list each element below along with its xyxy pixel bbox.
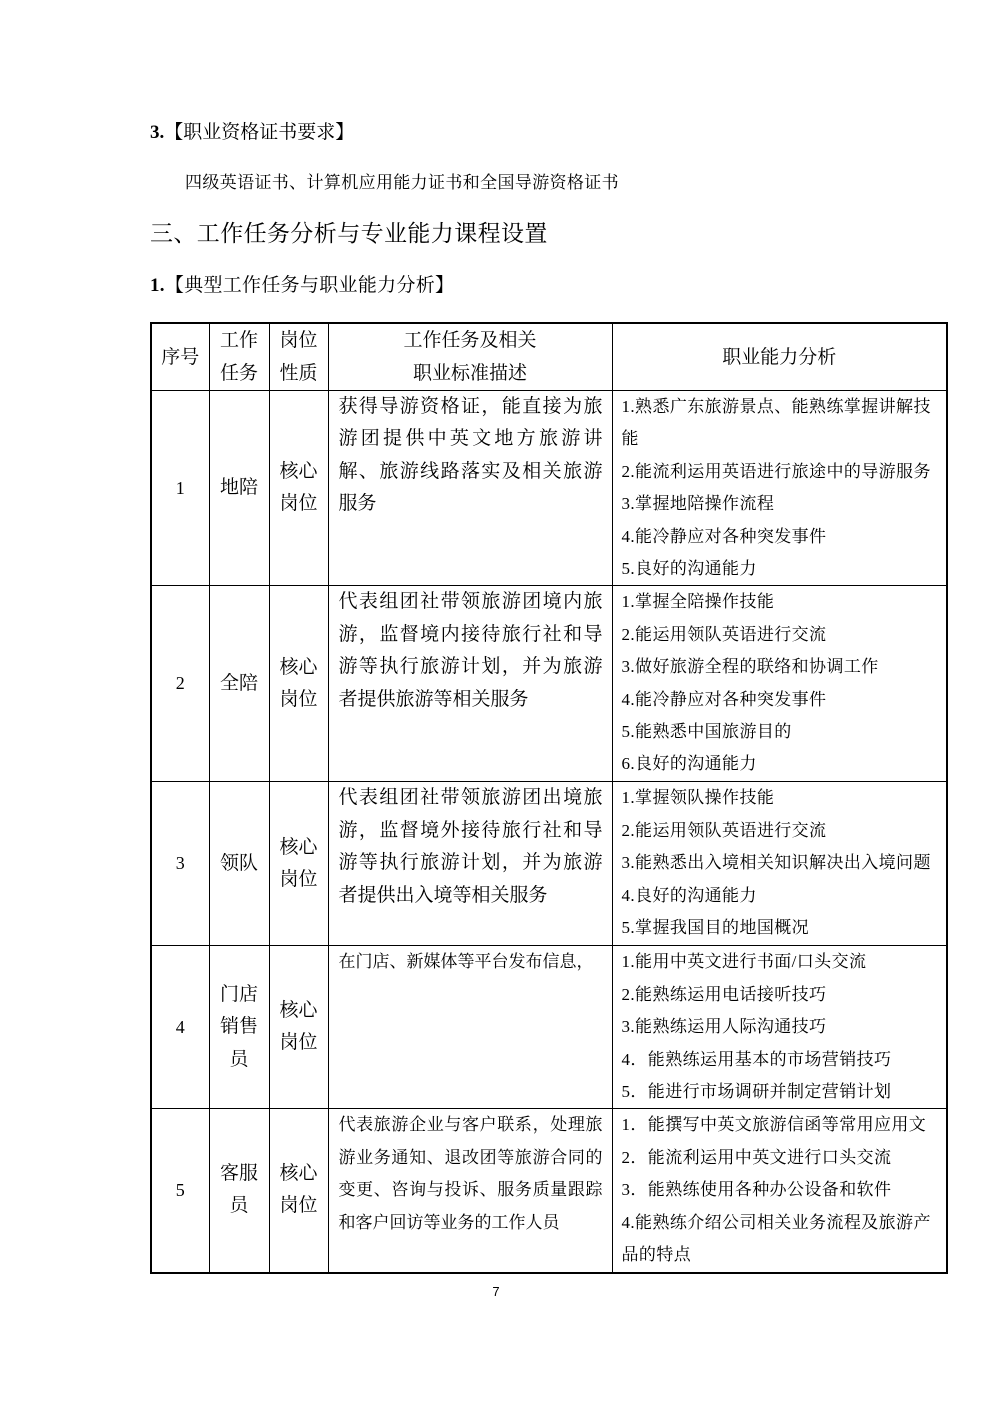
nature-line: 核心 — [279, 656, 318, 678]
table-row — [151, 391, 947, 586]
ability-line: 3.能熟练运用人际沟通技巧 — [621, 1017, 827, 1037]
row-index-cell: 2 — [151, 586, 209, 782]
ability-item — [622, 391, 939, 456]
ability-line: 1.能用中英文进行书面/口头交流 — [621, 952, 867, 972]
ability-item — [622, 1174, 939, 1206]
ability-item — [622, 1109, 939, 1141]
description-line: 游，监督境内接待旅行社和导 — [338, 623, 603, 645]
nature-line: 岗位 — [279, 1032, 318, 1054]
task-line: 客服 — [219, 1163, 258, 1185]
job-analysis-table — [150, 322, 948, 1274]
ability-item — [622, 651, 939, 683]
description-cell — [328, 946, 612, 1109]
description-line: 游团提供中英文地方旅游讲 — [338, 428, 603, 450]
ability-item — [622, 748, 939, 780]
header-task-line: 任务 — [219, 363, 258, 384]
ability-line: 2．能流利运用中英文进行口头交流 — [621, 1147, 892, 1167]
ability-line: 3.做好旅游全程的联络和协调工作 — [621, 657, 879, 677]
ability-line: 4.良好的沟通能力 — [621, 885, 757, 905]
header-description — [328, 323, 612, 391]
ability-line: 1.掌握全陪操作技能 — [621, 592, 775, 612]
abilities-cell — [612, 391, 947, 586]
ability-line: 2.能流利运用英语进行旅途中的导游服务 — [621, 461, 931, 481]
row-index-cell: 4 — [151, 946, 209, 1109]
task-cell — [209, 1109, 269, 1273]
ability-line: 1.掌握领队操作技能 — [621, 788, 775, 808]
ability-item — [622, 456, 939, 488]
ability-item — [622, 979, 939, 1011]
nature-cell — [269, 946, 328, 1109]
analysis-section-title: 【典型工作任务与职业能力分析】 — [164, 275, 455, 296]
ability-line: 1．能撰写中英文旅游信函等常用应用文 — [621, 1115, 927, 1135]
page-number: 7 — [492, 1284, 500, 1299]
description-line: 变更、咨询与投诉、服务质量跟踪 — [338, 1180, 603, 1200]
ability-line: 6.良好的沟通能力 — [621, 754, 757, 774]
ability-line: 3.掌握地陪操作流程 — [621, 494, 775, 514]
table-row — [151, 946, 947, 1109]
chapter-title: 三、工作任务分析与专业能力课程设置 — [150, 221, 548, 246]
header-description-line: 工作任务及相关 — [403, 330, 537, 351]
ability-item — [622, 946, 939, 978]
ability-item — [622, 619, 939, 651]
ability-item — [622, 684, 939, 716]
ability-item — [622, 1044, 939, 1076]
row-index-cell: 1 — [151, 391, 209, 586]
ability-line: 4.能熟练介绍公司相关业务流程及旅游产 — [621, 1212, 931, 1232]
task-line: 门店 — [219, 983, 258, 1005]
task-line: 全陪 — [219, 672, 258, 694]
ability-line: 4.能冷静应对各种突发事件 — [621, 526, 827, 546]
ability-line: 5.掌握我国目的地国概况 — [621, 918, 810, 938]
description-line: 者提供旅游等相关服务 — [338, 688, 529, 710]
nature-cell — [269, 586, 328, 782]
ability-item — [622, 1076, 939, 1108]
nature-cell — [269, 782, 328, 946]
table-header — [151, 323, 947, 391]
description-line: 服务 — [338, 493, 377, 515]
task-line: 领队 — [219, 852, 258, 874]
description-line: 在门店、新媒体等平台发布信息， — [338, 952, 594, 972]
task-line: 地陪 — [219, 477, 258, 499]
ability-line: 3.能熟悉出入境相关知识解决出入境问题 — [621, 853, 931, 873]
table-row — [151, 782, 947, 946]
ability-line: 5．能进行市场调研并制定营销计划 — [621, 1082, 892, 1102]
ability-item — [622, 847, 939, 879]
nature-line: 核心 — [279, 836, 318, 858]
header-nature-line: 岗位 — [279, 330, 318, 351]
ability-line: 4．能熟练运用基本的市场营销技巧 — [621, 1049, 892, 1069]
header-abilities: 职业能力分析 — [612, 323, 947, 391]
header-task — [209, 323, 269, 391]
task-cell — [209, 586, 269, 782]
description-line: 者提供出入境等相关服务 — [338, 884, 548, 906]
header-description-line: 职业标准描述 — [412, 363, 527, 384]
description-line: 代表组团社带领旅游团出境旅 — [338, 787, 603, 809]
ability-line: 2.能运用领队英语进行交流 — [621, 820, 827, 840]
ability-item — [622, 782, 939, 814]
ability-item — [622, 1207, 939, 1272]
table-row — [151, 1109, 947, 1273]
description-cell — [328, 1109, 612, 1273]
abilities-cell — [612, 586, 947, 782]
ability-item — [622, 553, 939, 585]
nature-line: 核心 — [279, 460, 318, 482]
header-index: 序号 — [151, 323, 209, 391]
ability-item — [622, 488, 939, 520]
ability-item — [622, 586, 939, 618]
nature-cell — [269, 391, 328, 586]
task-line: 员 — [229, 1048, 249, 1070]
nature-line: 岗位 — [279, 688, 318, 710]
table-row — [151, 586, 947, 782]
nature-line: 岗位 — [279, 1195, 318, 1217]
description-line: 游业务通知、退改团等旅游合同的 — [338, 1147, 603, 1167]
cert-section-title: 【职业资格证书要求】 — [164, 122, 355, 143]
ability-line: 品的特点 — [621, 1245, 692, 1265]
description-cell — [328, 586, 612, 782]
ability-item — [622, 521, 939, 553]
description-line: 代表组团社带领旅游团境内旅 — [338, 591, 603, 613]
task-line: 销售 — [219, 1016, 258, 1038]
row-index-cell: 5 — [151, 1109, 209, 1273]
analysis-section-number: 1. — [150, 275, 165, 296]
nature-cell — [269, 1109, 328, 1273]
description-line: 解、旅游线路落实及相关旅游 — [338, 460, 603, 482]
ability-line: 3．能熟练使用各种办公设备和软件 — [621, 1180, 892, 1200]
description-line: 游，监督境外接待旅行社和导 — [338, 819, 603, 841]
description-line: 游等执行旅游计划，并为旅游 — [338, 656, 603, 678]
ability-line: 1.熟悉广东旅游景点、能熟练掌握讲解技 — [621, 397, 931, 416]
row-index-cell: 3 — [151, 782, 209, 946]
ability-item — [622, 716, 939, 748]
task-cell — [209, 946, 269, 1109]
abilities-cell — [612, 782, 947, 946]
abilities-cell — [612, 1109, 947, 1273]
description-line: 代表旅游企业与客户联系，处理旅 — [338, 1115, 603, 1135]
header-task-line: 工作 — [219, 330, 258, 351]
ability-item — [622, 912, 939, 944]
nature-line: 核心 — [279, 1000, 318, 1022]
description-line: 获得导游资格证，能直接为旅 — [338, 396, 603, 417]
description-line: 和客户回访等业务的工作人员 — [338, 1212, 560, 1232]
ability-item — [622, 815, 939, 847]
ability-item — [622, 1142, 939, 1174]
ability-item — [622, 1011, 939, 1043]
ability-line: 2.能熟练运用电话接听技巧 — [621, 984, 827, 1004]
task-cell — [209, 782, 269, 946]
task-line: 员 — [229, 1195, 249, 1217]
ability-line: 2.能运用领队英语进行交流 — [621, 624, 827, 644]
cert-section-number: 3. — [150, 122, 165, 143]
nature-line: 核心 — [279, 1163, 318, 1185]
ability-item — [622, 880, 939, 912]
abilities-cell — [612, 946, 947, 1109]
description-line: 游等执行旅游计划，并为旅游 — [338, 852, 603, 874]
ability-line: 5.能熟悉中国旅游目的 — [621, 722, 792, 742]
table-body — [151, 391, 947, 1273]
description-cell — [328, 391, 612, 586]
header-nature — [269, 323, 328, 391]
ability-line: 能 — [621, 429, 639, 449]
cert-section-body: 四级英语证书、计算机应用能力证书和全国导游资格证书 — [185, 173, 619, 192]
nature-line: 岗位 — [279, 868, 318, 890]
header-nature-line: 性质 — [279, 363, 318, 384]
nature-line: 岗位 — [279, 493, 318, 515]
ability-line: 5.良好的沟通能力 — [621, 559, 757, 579]
analysis-section-heading — [150, 273, 454, 299]
cert-section-heading — [150, 120, 354, 146]
description-cell — [328, 782, 612, 946]
table-header-row — [151, 323, 947, 391]
task-cell — [209, 391, 269, 586]
ability-line: 4.能冷静应对各种突发事件 — [621, 689, 827, 709]
